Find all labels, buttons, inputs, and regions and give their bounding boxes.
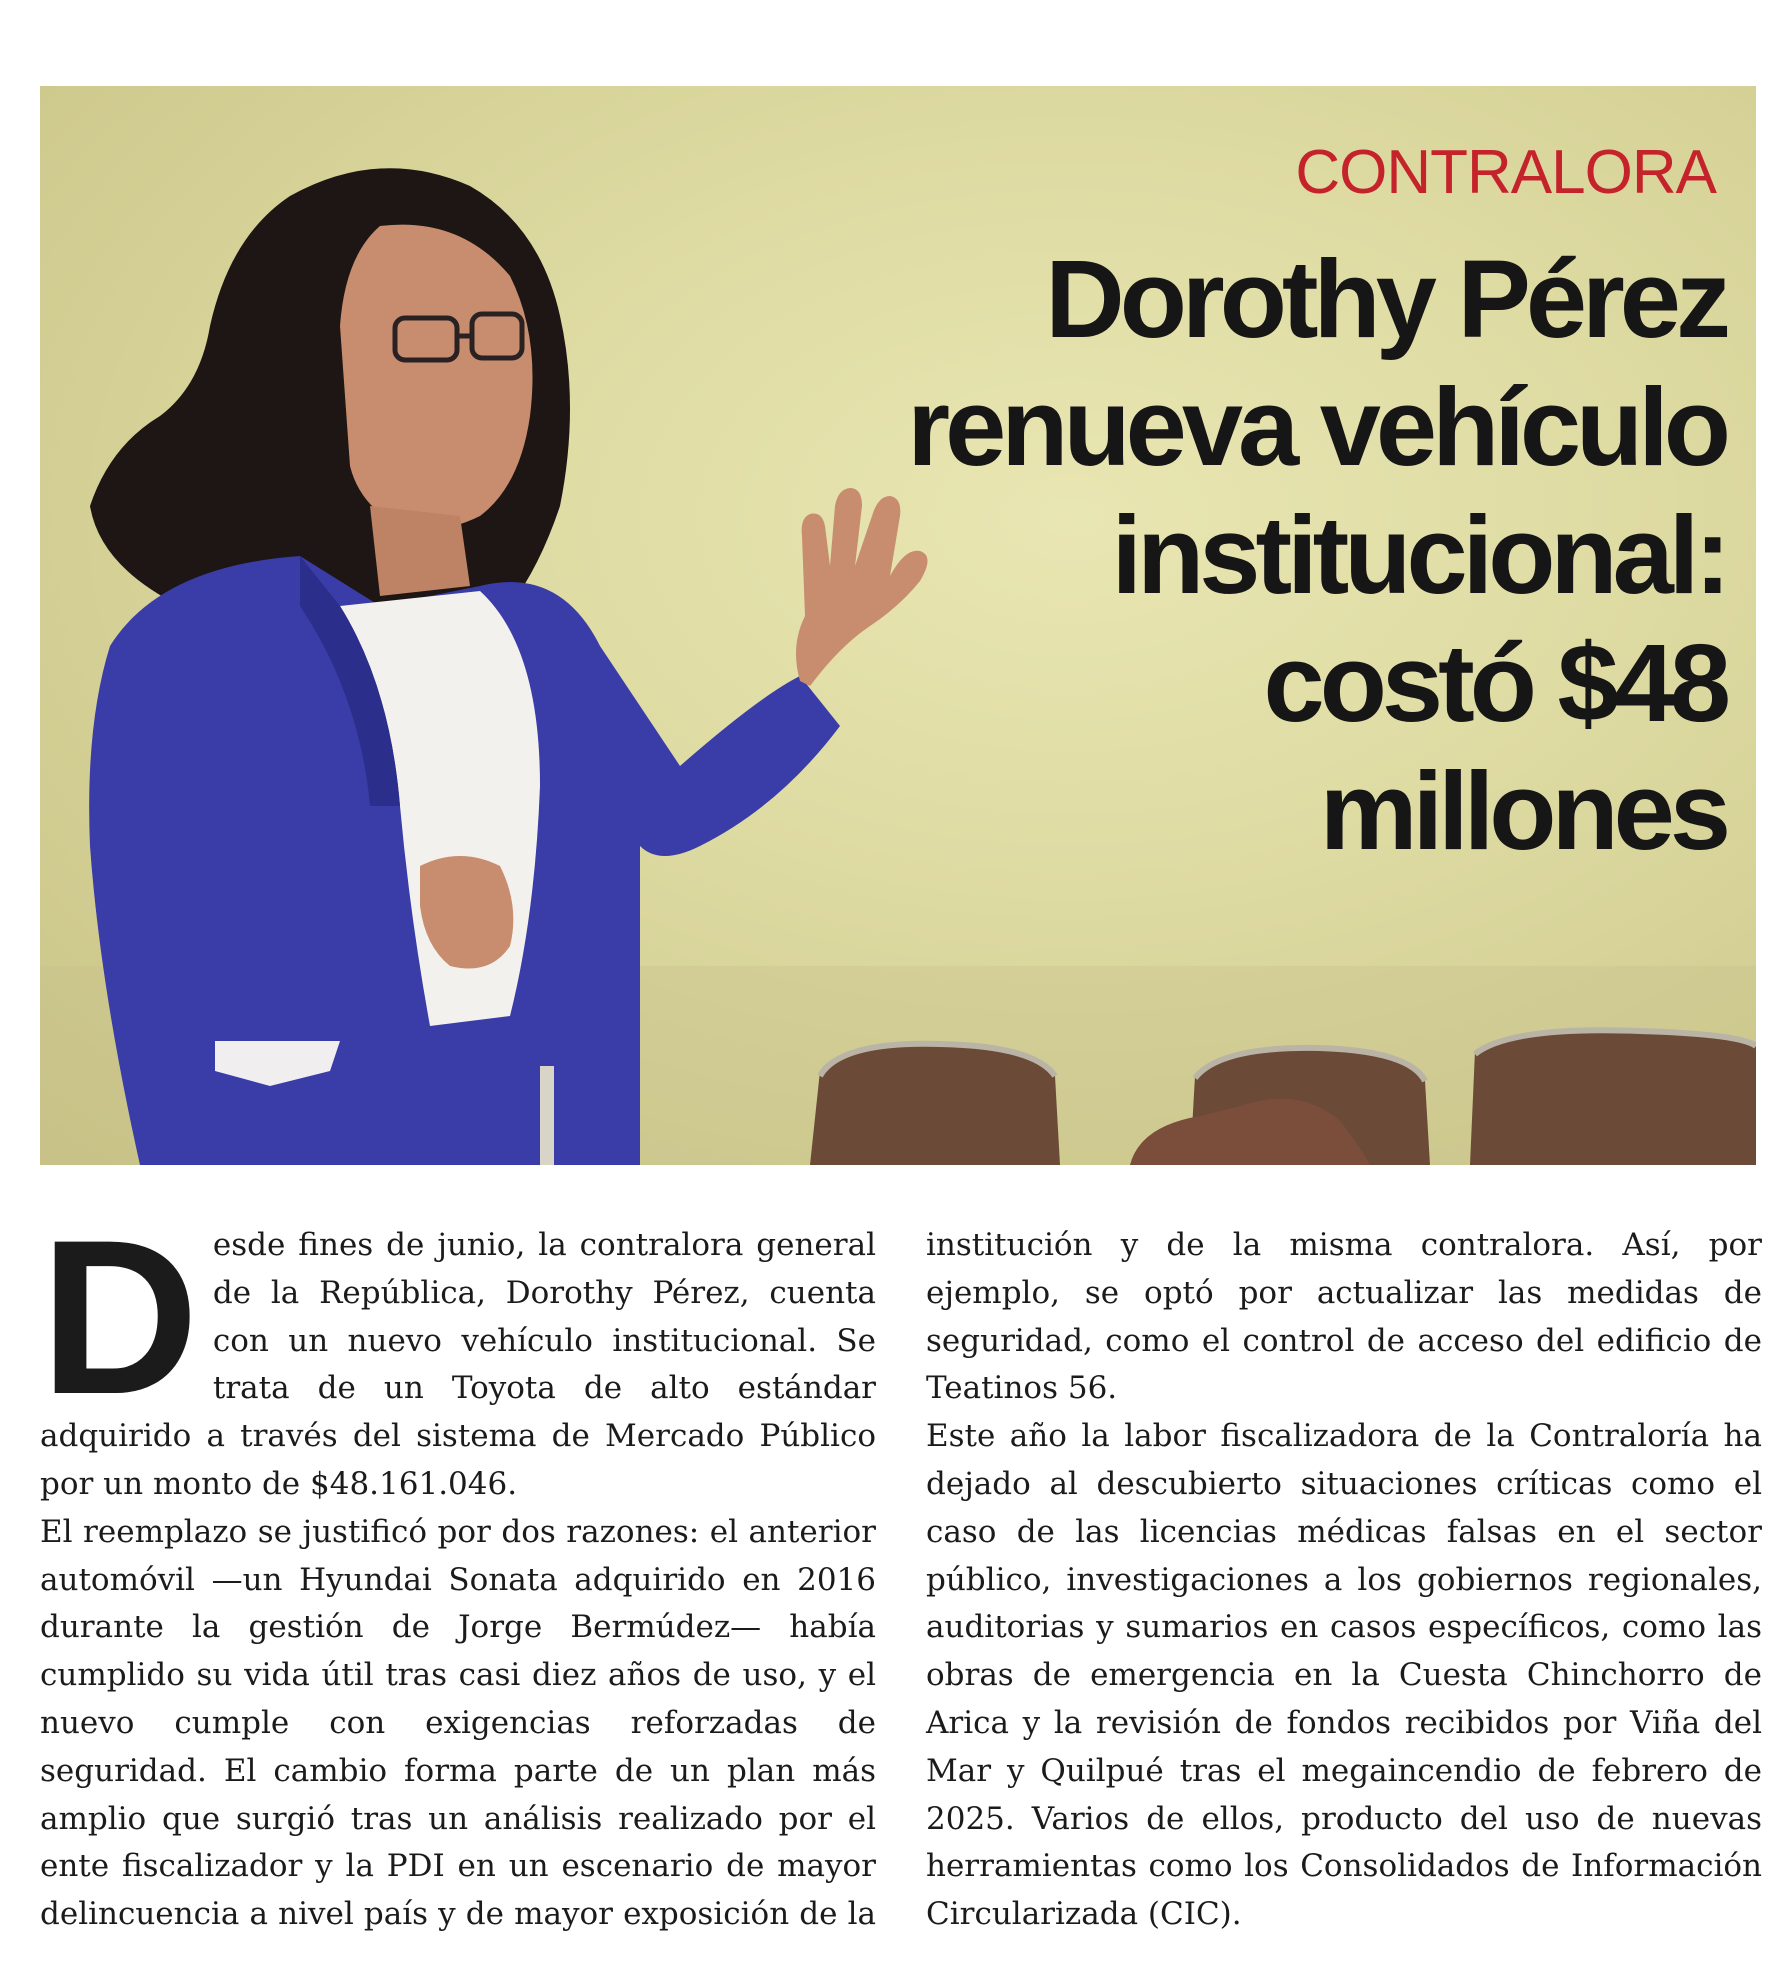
article-body — [40, 1194, 1762, 1952]
article-paragraph: Este año la labor fiscalizadora de la Contraloría ha dejado al descubierto situaciones críticas como el caso de las licencias médicas falsas en el sector público, investigaciones a los gobiernos regionales, auditorias y sumarios en casos específicos, como las obras de emergencia en la Cuesta Chinchorro de Arica y la revisión de fondos recibidos por Viña del Mar y Quilpué tras el megaincendio de febrero de 2025. Varios de ellos, producto del uso de nuevas herramientas como los Consolidados de Información Circularizada (CIC). — [926, 1418, 1762, 1933]
headline-line: Dorothy Pérez — [1045, 238, 1726, 361]
headline-line: millones — [1319, 750, 1726, 873]
headline — [726, 236, 1726, 876]
kicker: CONTRALORA — [1295, 138, 1716, 207]
headline-line: institucional: — [1111, 494, 1726, 617]
headline-line: costó $48 — [1263, 622, 1726, 745]
drop-cap: D — [40, 1194, 195, 1440]
article-paragraph: El reemplazo se justificó por dos razones: el anterior automóvil —un Hyundai Sonata adquirido en 2016 durante la gestión de Jorge Bermúdez— había cumplido su vida útil tras casi diez años de uso, y el nuevo cumple con exigencias reforzadas de seguridad. El cambio forma parte de un plan más amplio que surgió tras un análisis realizado por el ente fiscalizador y la PDI en un escenario de mayor delincuencia a nivel país y de mayor exposición de la institución y de la misma contralora. Así, por ejemplo, se optó por actualizar las medidas de seguridad, como el control de acceso del edificio de Teatinos 56. — [40, 1227, 1762, 1933]
paragraph-text: esde fines de junio, la contralora general de la República, Dorothy Pérez, cuenta con un nuevo vehículo institucional. Se trata de un Toyota de alto estándar adquirido a través del sistema de Mercado Público por un monto de $48.161.046. — [40, 1227, 876, 1502]
article-paragraph — [40, 1194, 876, 1509]
header-photo — [40, 86, 1756, 1165]
face — [340, 225, 533, 530]
headline-line: renueva vehículo — [907, 366, 1726, 489]
